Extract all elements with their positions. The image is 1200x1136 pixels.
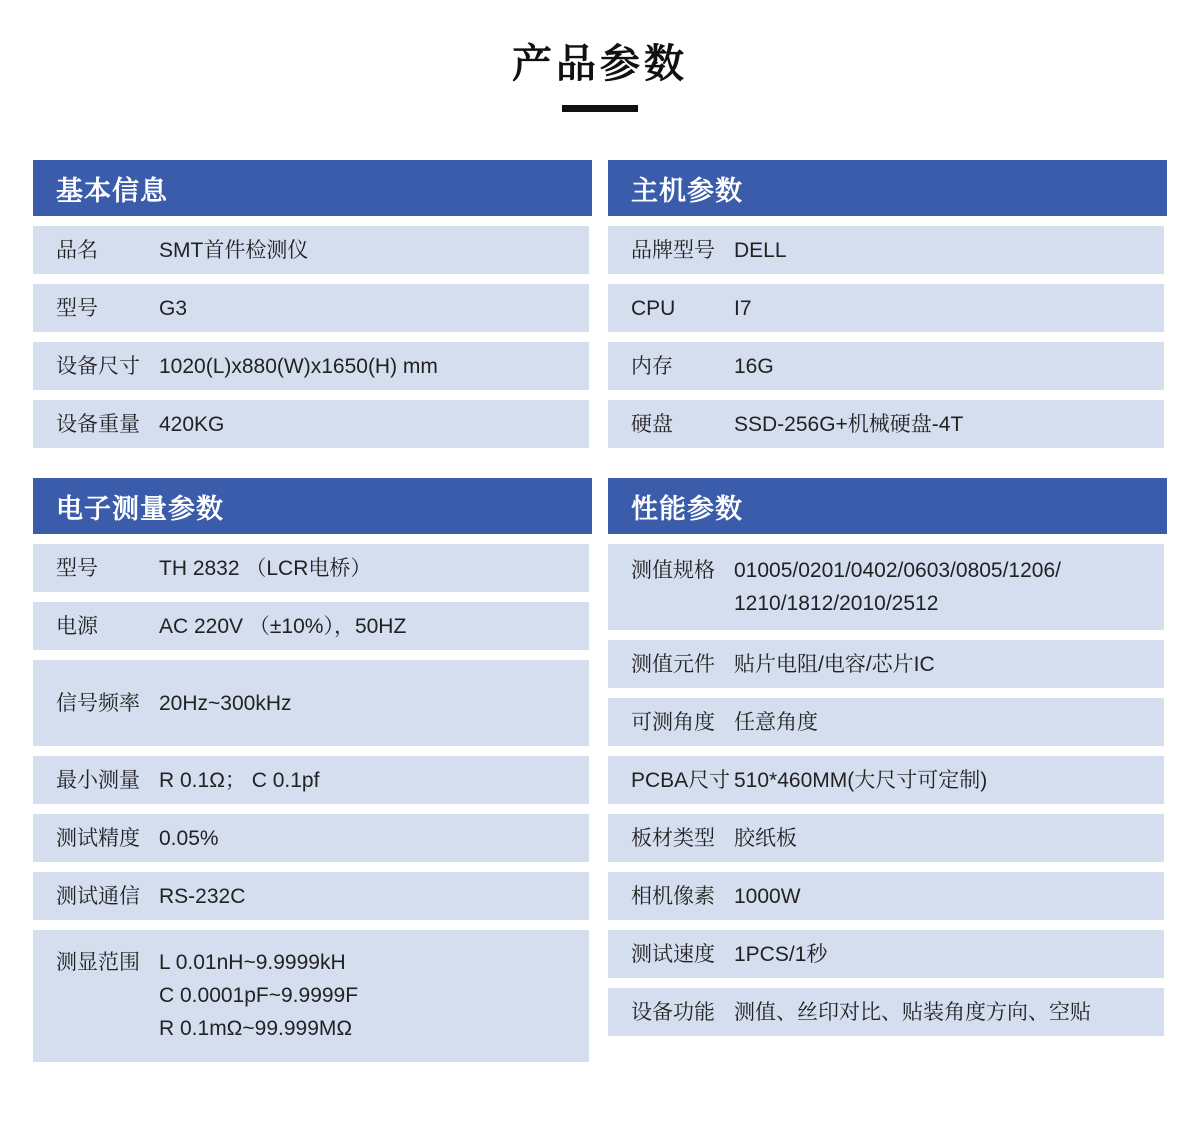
spec-row <box>608 872 1164 920</box>
spec-value-line: 0.05% <box>159 826 219 850</box>
section-electronic-measurement-params <box>33 478 592 1062</box>
spec-row <box>33 814 589 862</box>
spec-value <box>734 292 1164 325</box>
spec-value-line: R 0.1mΩ~99.999MΩ <box>159 1017 353 1040</box>
spec-value <box>734 350 1164 383</box>
spec-label: 内存 <box>631 354 673 378</box>
spec-row <box>608 930 1164 978</box>
section-header <box>608 478 1167 534</box>
spec-label: 信号频率 <box>56 691 140 715</box>
spec-row <box>608 342 1164 390</box>
spec-row <box>33 400 589 448</box>
spec-value <box>734 234 1164 267</box>
spec-label: 相机像素 <box>631 884 715 908</box>
spec-label: 最小测量 <box>56 768 140 792</box>
section-rows <box>608 226 1167 448</box>
spec-value <box>734 938 1164 971</box>
spec-value <box>159 234 589 267</box>
spec-label: 测显范围 <box>56 951 140 974</box>
spec-value <box>734 706 1164 739</box>
spec-label: 测试速度 <box>631 942 715 966</box>
spec-value-line: G3 <box>159 296 188 320</box>
spec-label: 硬盘 <box>631 412 673 436</box>
spec-row <box>608 756 1164 804</box>
spec-value <box>159 350 589 383</box>
spec-value <box>734 996 1164 1029</box>
spec-value-line: 1000W <box>734 884 801 908</box>
spec-value-line: 贴片电阻/电容/芯片IC <box>734 652 935 676</box>
title-underline-decoration <box>562 105 638 112</box>
spec-value-line: RS-232C <box>159 884 246 908</box>
section-title: 性能参数 <box>631 493 743 524</box>
section-rows <box>33 544 592 1062</box>
spec-value-line: 510*460MM(大尺寸可定制) <box>734 768 988 792</box>
spec-value-line: 420KG <box>159 412 225 436</box>
section-header <box>33 160 592 216</box>
spec-label: 型号 <box>56 556 98 580</box>
spec-label: 测值元件 <box>631 652 715 676</box>
spec-value <box>159 687 589 720</box>
spec-value-line: 1020(L)x880(W)x1650(H) mm <box>159 354 438 378</box>
spec-row <box>33 660 589 746</box>
spec-value <box>734 764 1164 797</box>
spec-label: 测值规格 <box>631 559 715 582</box>
spec-label: 板材类型 <box>631 826 715 850</box>
spec-value-line: 1PCS/1秒 <box>734 942 828 966</box>
spec-row <box>33 872 589 920</box>
section-title: 基本信息 <box>56 175 168 206</box>
spec-label: 电源 <box>56 614 98 638</box>
spec-label: 品牌型号 <box>631 238 715 262</box>
spec-columns <box>0 160 1200 1062</box>
spec-label: 设备尺寸 <box>56 354 140 378</box>
spec-value <box>159 822 589 855</box>
spec-value-line: C 0.0001pF~9.9999F <box>159 984 359 1007</box>
spec-row <box>608 698 1164 746</box>
spec-row <box>33 226 589 274</box>
spec-value-line: TH 2832 （LCR电桥） <box>159 556 372 580</box>
spec-row <box>608 988 1164 1036</box>
spec-label: 品名 <box>56 238 98 262</box>
spec-value-line: L 0.01nH~9.9999kH <box>159 951 346 974</box>
section-header <box>33 478 592 534</box>
spec-value-line: 16G <box>734 354 774 378</box>
spec-value <box>159 764 589 797</box>
spec-value <box>734 648 1164 681</box>
spec-label: 测试精度 <box>56 826 140 850</box>
spec-value <box>159 946 589 1045</box>
spec-value <box>159 880 589 913</box>
spec-value <box>734 822 1164 855</box>
spec-value-line: I7 <box>734 296 752 320</box>
section-header <box>608 160 1167 216</box>
spec-value-line: 1210/1812/2010/2512 <box>734 592 939 615</box>
spec-value-line: DELL <box>734 238 787 262</box>
spec-label: 型号 <box>56 296 98 320</box>
spec-value <box>734 408 1164 441</box>
spec-row <box>33 284 589 332</box>
spec-value-line: R 0.1Ω； C 0.1pf <box>159 768 320 792</box>
section-performance-params <box>608 478 1167 1036</box>
spec-row <box>608 284 1164 332</box>
spec-value <box>159 408 589 441</box>
spec-label: 设备重量 <box>56 412 140 436</box>
spec-value-line: 胶纸板 <box>734 826 797 850</box>
spec-value-line: SSD-256G+机械硬盘-4T <box>734 412 964 436</box>
spec-row <box>608 640 1164 688</box>
spec-row <box>608 400 1164 448</box>
section-rows <box>33 226 592 448</box>
section-basic-info <box>33 160 592 448</box>
spec-label: 测试通信 <box>56 884 140 908</box>
spec-value-line: 测值、丝印对比、贴装角度方向、空贴 <box>734 1000 1091 1024</box>
spec-row <box>608 544 1164 630</box>
spec-label: CPU <box>631 296 676 320</box>
section-title: 主机参数 <box>631 175 743 206</box>
spec-value <box>159 610 589 643</box>
spec-value-line: SMT首件检测仪 <box>159 238 309 262</box>
spec-row <box>608 226 1164 274</box>
spec-value <box>159 292 589 325</box>
spec-row <box>608 814 1164 862</box>
section-title: 电子测量参数 <box>56 493 224 524</box>
spec-label: 设备功能 <box>631 1000 715 1024</box>
spec-row <box>33 544 589 592</box>
spec-row <box>33 342 589 390</box>
spec-value <box>734 880 1164 913</box>
spec-label: PCBA尺寸 <box>631 768 731 792</box>
spec-row <box>33 756 589 804</box>
spec-value-line: 01005/0201/0402/0603/0805/1206/ <box>734 559 1061 582</box>
section-rows <box>608 544 1167 1036</box>
spec-row <box>33 602 589 650</box>
left-column <box>33 160 592 1062</box>
spec-value <box>159 552 589 585</box>
spec-value-line: AC 220V （±10%），50HZ <box>159 614 407 638</box>
spec-value-line: 任意角度 <box>734 710 818 734</box>
page-title: 产品参数 <box>512 42 688 86</box>
spec-row <box>33 930 589 1062</box>
right-column <box>608 160 1167 1062</box>
spec-value-line: 20Hz~300kHz <box>159 691 292 715</box>
spec-label: 可测角度 <box>631 710 715 734</box>
spec-value <box>734 554 1164 620</box>
section-host-params <box>608 160 1167 448</box>
